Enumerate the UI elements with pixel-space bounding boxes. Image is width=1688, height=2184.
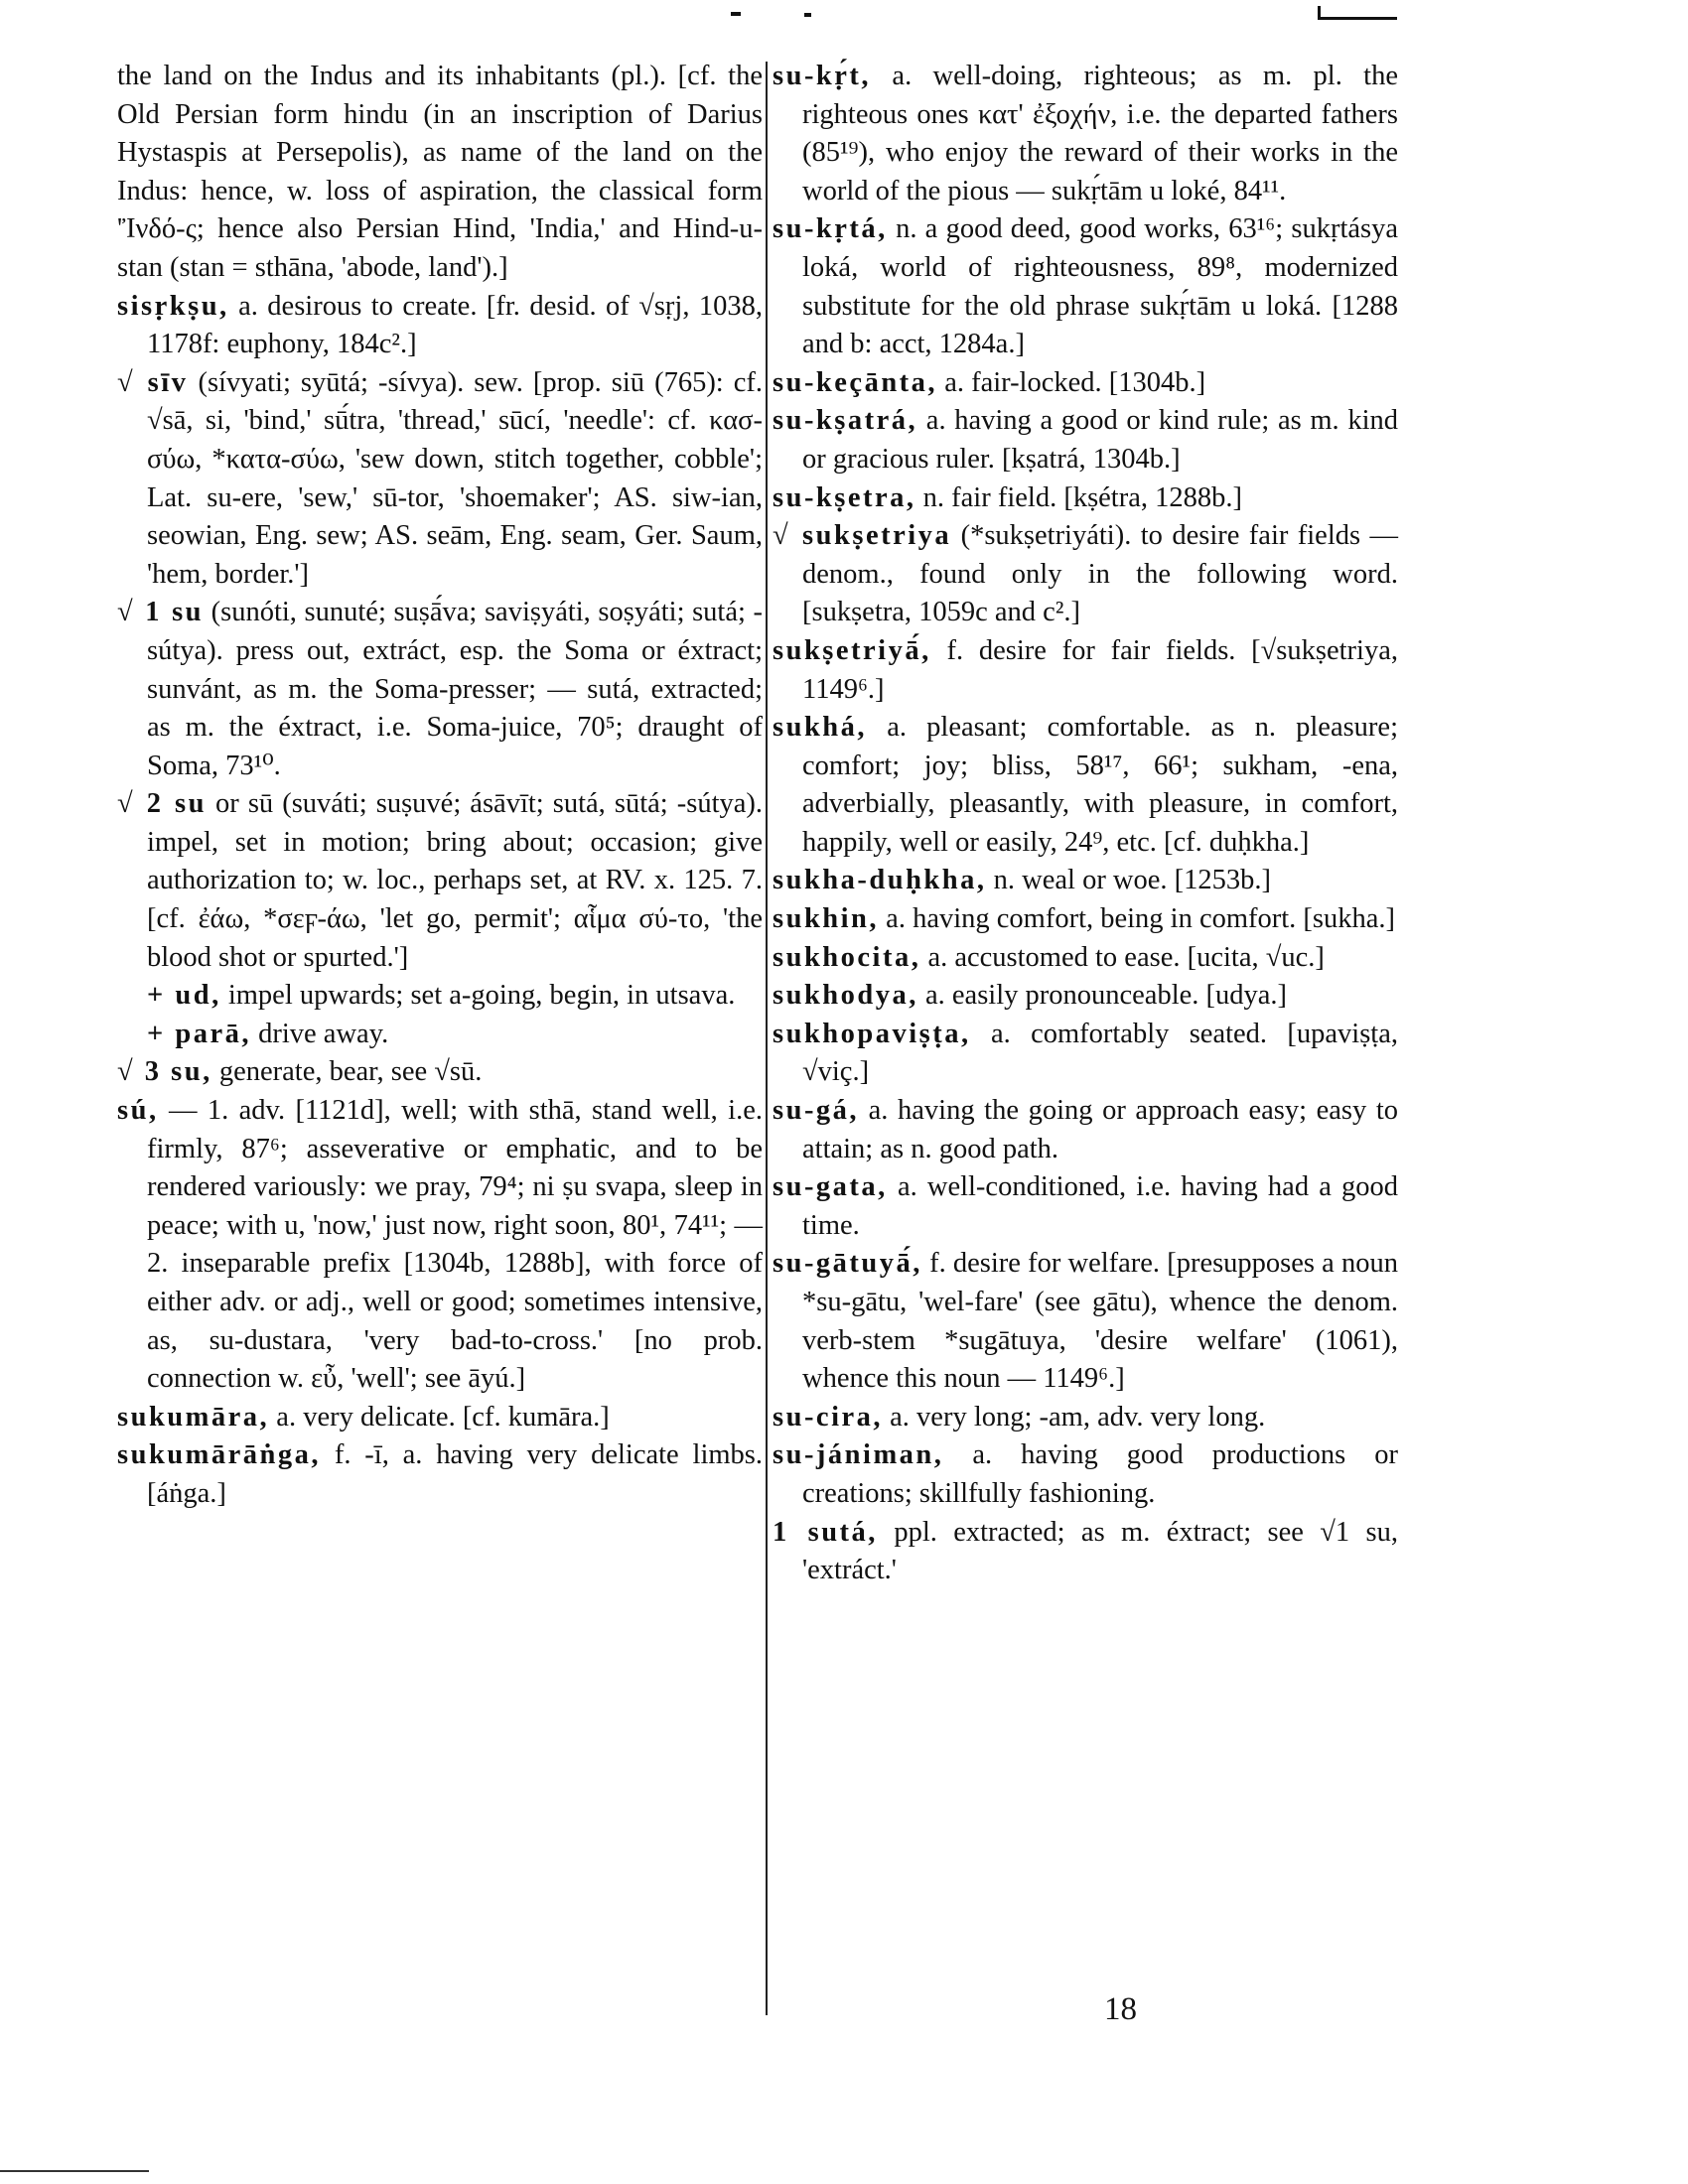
right-column [773,58,1398,1590]
headword: sukhocita, [773,941,921,973]
headword: su-kṣatrá, [773,405,918,437]
entry-su-kecanta [773,364,1398,403]
definition: a. well-conditioned, i.e. having had a good time. [802,1171,1398,1241]
entry-su-gatuya [773,1245,1398,1398]
headword: su-jániman, [773,1439,944,1471]
definition: a. easily pronounceable. [udya.] [925,980,1288,1012]
definition: a. pleasant; comfortable. as n. pleasure; comfort; joy; bliss, 58¹⁷, 66¹; sukham, -ena, adverbially, pleasantly, with pleasure, in comfort, happily, well or easily, 24⁹, etc. [cf. duḥkha.] [802,712,1398,858]
entry-sukhodya [773,977,1398,1016]
headword: + parā, [147,1018,251,1049]
entry-2-su [117,785,763,977]
definition: n. fair field. [kṣétra, 1288b.] [922,481,1242,513]
entry-siv [117,364,763,595]
definition: a. fair-locked. [1304b.] [944,366,1206,398]
definition: n. weal or woe. [1253b.] [993,865,1272,896]
entry-1-suta [773,1514,1398,1590]
entry-su [117,1092,763,1399]
entry-sisrksu [117,288,763,364]
entry-su-ksatra [773,402,1398,478]
headword: sukhopaviṣṭa, [773,1018,971,1049]
entry-su-krt [773,58,1398,210]
entry-1-su [117,594,763,785]
entry-3-su [117,1053,763,1092]
headword: √ 2 su [117,788,207,820]
definition: f. desire for fair fields. [√sukṣetriya, 1149⁶.] [802,634,1398,705]
headword: √ sīv [117,366,189,398]
entry-sukumaranga [117,1436,763,1513]
headword: su-gata, [773,1171,888,1203]
headword: su-cira, [773,1401,884,1433]
header-mark-rule [1318,17,1397,20]
headword: sisṛkṣu, [117,290,229,322]
headword: √ 3 su, [117,1056,212,1088]
entry-suksetriya-verb [773,517,1398,632]
definition: a. comfortably seated. [upaviṣṭa, √viç.] [802,1018,1398,1088]
headword: sukhodya, [773,980,918,1012]
headword: su-keçānta, [773,366,938,398]
definition: ppl. extracted; as m. éxtract; see √1 su, 'extráct.' [802,1516,1399,1586]
entry-sukha-duhkha [773,862,1398,900]
headword: sukha-duḥkha, [773,865,987,896]
headword: su-gá, [773,1095,860,1127]
definition: a. having a good or kind rule; as m. kind or gracious ruler. [kṣatrá, 1304b.] [802,405,1398,475]
entry-su-gata [773,1168,1398,1245]
definition: a. accustomed to ease. [ucita, √uc.] [927,941,1325,973]
header-mark-dash [731,12,741,16]
definition: a. very long; -am, adv. very long. [890,1401,1266,1433]
entry-sukhopavista [773,1016,1398,1092]
definition: a. desirous to create. [fr. desid. of √sṛj, 1038, 1178f: euphony, 184c².] [147,290,764,360]
definition: a. having good productions or creations; skillfully fashioning. [802,1439,1398,1509]
entry-su-ksetra [773,479,1398,518]
definition: a. very delicate. [cf. kumāra.] [276,1401,610,1433]
definition: (*sukṣetriyáti). to desire fair fields — denom., found only in the following word. [sukṣetra, 1059c and c².] [802,520,1399,628]
definition: (sívyati; syūtá; -sívya). sew. [prop. siū (765): cf. √sā, si, 'bind,' sū́tra, 'thread,' sūcí, 'needle': cf. κασ-σύω, *κατα-σύω, 'sew down, stitch together, cobble'; Lat. su-ere, 'sew,' sū-tor, 'shoemaker'; AS. siw-ian, seowian, Eng. sew; AS. seām, Eng. seam, Ger. Saum, 'hem, border.'] [147,366,764,590]
page-number: 18 [1104,1991,1137,2027]
entry-sukhocita [773,939,1398,978]
definition: f. desire for welfare. [presupposes a noun *su-gātu, 'wel-fare' (see gātu), whence the denom. verb-stem *sugātuya, 'desire welfare' (1061), whence this noun — 1149⁶.] [802,1248,1399,1395]
headword: sukhá, [773,712,868,744]
left-column [117,58,763,1514]
headword: su-kṣetra, [773,481,916,513]
headword: su-kṛ́t, [773,61,872,91]
definition: — 1. adv. [1121d], well; with sthā, stand well, i.e. firmly, 87⁶; asseverative or emphatic, and to be rendered variously: we pray, 79⁴; ni ṣu svapa, sleep in peace; with u, 'now,' just now, right soon, 80¹, 74¹¹; — 2. inseparable prefix [1304b, 1288b], with force of either adv. or adj., well or good; sometimes intensive, as, su-dustara, 'very bad-to-cross.' [no prob. connection w. εὖ, 'well'; see āyú.] [147,1095,763,1395]
column-divider [766,62,768,2015]
definition: f. -ī, a. having very delicate limbs. [áṅga.] [147,1439,763,1509]
entry-su-ga [773,1092,1398,1168]
entry-continuation: the land on the Indus and its inhabitants (pl.). [cf. the Old Persian form hindu (in an inscription of Darius Hystaspis at Persepolis), as name of the land on the Indus: hence, w. loss of aspiration, the classical form 'Ἰνδό-ς; hence also Persian Hind, 'India,' and Hind-u-stan (stan = sthāna, 'abode, land').] [117,61,763,283]
entry-sukha [773,709,1398,862]
headword: sukumārāṅga, [117,1439,322,1471]
headword: sukumāra, [117,1401,270,1433]
definition: a. well-doing, righteous; as m. pl. the righteous ones κατ' ἐξοχήν, i.e. the departed fathers (85¹⁹), who enjoy the reward of their works in the world of the pious — sukṛ́tām u loké, 84¹¹. [802,61,1399,206]
definition: a. having comfort, being in comfort. [sukha.] [886,903,1396,935]
entry-plus-ud [117,977,763,1016]
definition: n. a good deed, good works, 63¹⁶; sukṛtásya loká, world of righteousness, 89⁸, modernized substitute for the old phrase sukṛ́tām u loká. [1288 and b: acct, 1284a.] [802,213,1399,360]
entry-su-krta [773,210,1398,363]
entry-plus-para [117,1016,763,1054]
footer-rule [0,2170,149,2172]
entry-su-janiman [773,1436,1398,1513]
entry-sukhin [773,900,1398,939]
headword: √ 1 su [117,597,205,628]
headword: su-gātuyā́, [773,1248,922,1280]
headword: sú, [117,1095,159,1127]
headword: √ sukṣetriya [773,520,952,552]
definition: or sū (suváti; suṣuvé; ásāvīt; sutá, sūtá; -sútya). impel, set in motion; bring about; occasion; give authorization to; w. loc., perhaps set, at RV. x. 125. 7. [cf. ἐάω, *σεϝ-άω, 'let go, permit'; αἷμα σύ-το, 'the blood shot or spurted.'] [147,788,763,973]
definition: a. having the going or approach easy; easy to attain; as n. good path. [802,1095,1398,1164]
headword: sukhin, [773,903,880,935]
headword: 1 sutá, [773,1516,878,1548]
definition: impel upwards; set a-going, begin, in utsava. [227,980,736,1012]
headword: + ud, [147,980,221,1012]
header-mark-dot [804,13,811,17]
entry-suksetriya-noun [773,632,1398,709]
definition: drive away. [258,1018,389,1049]
headword: su-kṛtá, [773,213,888,245]
headword: sukṣetriyā́, [773,634,931,666]
entry-su-cira [773,1399,1398,1437]
entry-sukumara [117,1399,763,1437]
definition: generate, bear, see √sū. [218,1056,483,1088]
definition: (sunóti, sunuté; suṣā́va; saviṣyáti, soṣyáti; sutá; -sútya). press out, extráct, esp. the Soma or éxtract; sunvánt, as m. the Soma-presser; — sutá, extracted; as m. the éxtract, i.e. Soma-juice, 70⁵; draught of Soma, 73¹⁰. [147,597,763,781]
